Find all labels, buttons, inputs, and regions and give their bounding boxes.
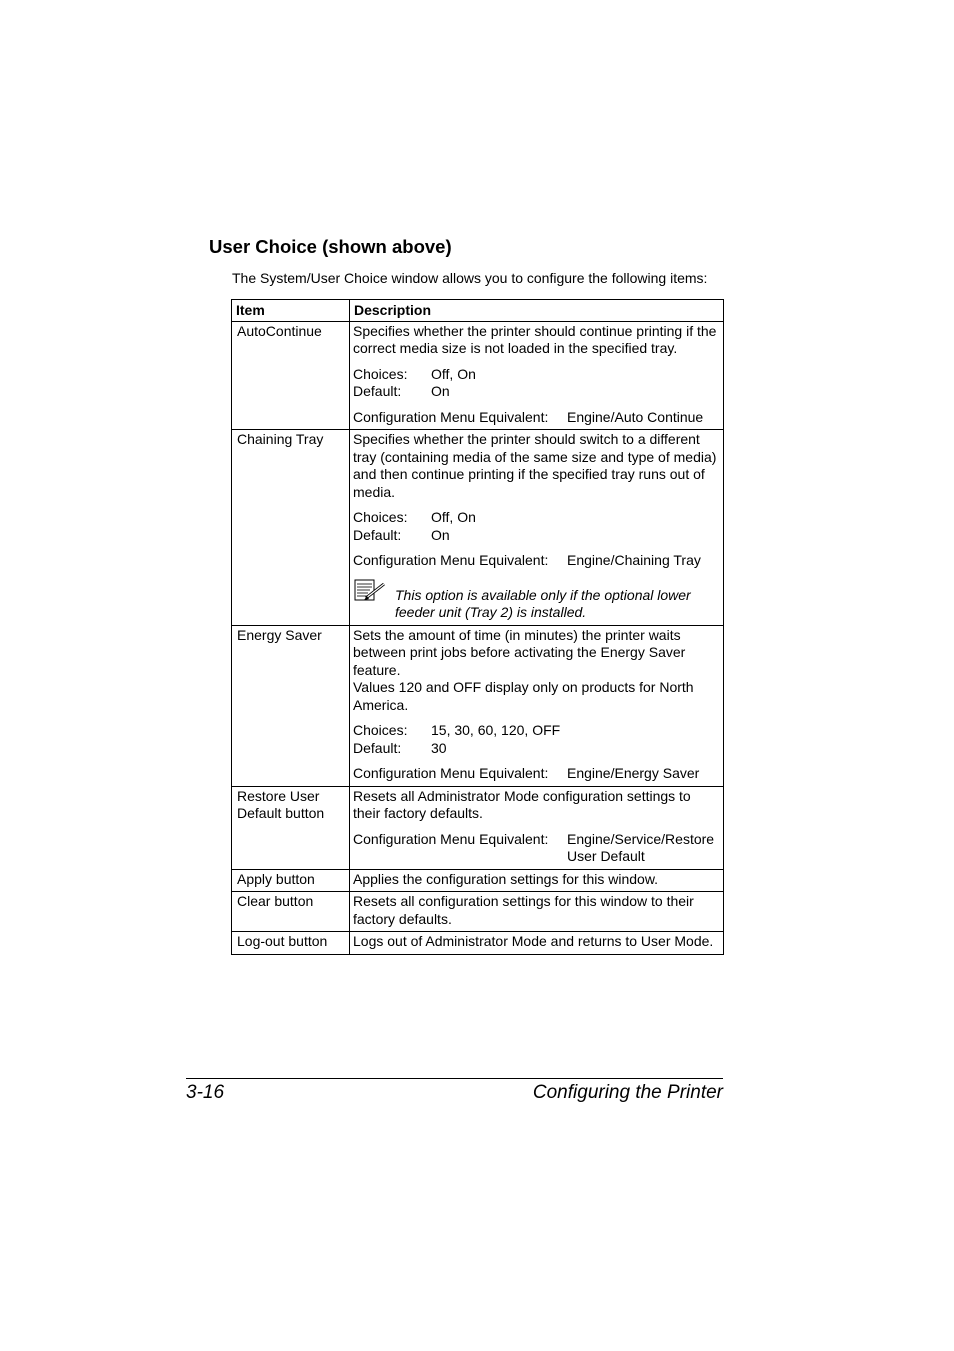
- row-item: Energy Saver: [232, 625, 350, 786]
- description-extra: Values 120 and OFF display only on products for North America.: [353, 679, 694, 713]
- config-label: Configuration Menu Equivalent:: [353, 765, 549, 781]
- row-description: [350, 786, 724, 869]
- config-value: Engine/Energy Saver: [567, 765, 700, 781]
- row-item: Chaining Tray: [232, 430, 350, 626]
- intro-text: The System/User Choice window allows you to configure the following items:: [232, 270, 708, 286]
- row-description: [350, 430, 724, 626]
- default-value: 30: [431, 739, 447, 756]
- header-item: Item: [232, 300, 350, 322]
- note-text: This option is available only if the optional lower feeder unit (Tray 2) is installed.: [395, 586, 691, 620]
- config-value-line: Engine/Service/Restore: [567, 830, 715, 847]
- row-description: [350, 625, 724, 786]
- table-row: [232, 625, 724, 786]
- table-header-row: [232, 300, 724, 322]
- description-text: Specifies whether the printer should switch to a different tray (containing media of the same size and type of media) and then continue printing if the specified tray runs out of media.: [353, 431, 717, 500]
- default-value: On: [431, 383, 450, 399]
- choices-value: Off, On: [431, 509, 476, 525]
- page-number: 3-16: [186, 1082, 225, 1103]
- row-item: [232, 786, 350, 869]
- table-row: [232, 321, 724, 430]
- default-label: Default:: [353, 526, 402, 543]
- table-row: [232, 786, 724, 869]
- config-value: Engine/Auto Continue: [567, 408, 704, 425]
- table-row: [232, 430, 724, 626]
- table-row: [232, 892, 724, 932]
- row-description: Applies the configuration settings for this window.: [350, 869, 724, 892]
- config-value-line: User Default: [567, 848, 645, 864]
- config-value: [567, 831, 714, 866]
- row-item: Apply button: [232, 869, 350, 892]
- settings-table: [231, 299, 724, 955]
- description-text: Specifies whether the printer should continue printing if the correct media size is not loaded in the specified tray.: [353, 322, 717, 356]
- description-text: Resets all Administrator Mode configuration settings to their factory defaults.: [353, 787, 691, 821]
- row-item: Clear button: [232, 892, 350, 932]
- row-item-line: Default button: [237, 805, 325, 821]
- chapter-title: Configuring the Printer: [532, 1082, 723, 1103]
- choices-value: 15, 30, 60, 120, OFF: [431, 722, 561, 738]
- row-item: AutoContinue: [232, 321, 350, 430]
- row-item: Log-out button: [232, 932, 350, 955]
- config-label: Configuration Menu Equivalent:: [353, 830, 549, 847]
- default-label: Default:: [353, 383, 402, 399]
- section-heading: User Choice (shown above): [209, 236, 452, 257]
- default-value: On: [431, 526, 450, 543]
- row-description: Resets all configuration settings for this window to their factory defaults.: [350, 892, 724, 932]
- row-description: Logs out of Administrator Mode and returns to User Mode.: [350, 932, 724, 955]
- config-value: Engine/Chaining Tray: [567, 552, 701, 568]
- choices-label: Choices:: [353, 365, 408, 382]
- header-description: Description: [350, 300, 724, 322]
- choices-label: Choices:: [353, 722, 408, 738]
- default-label: Default:: [353, 739, 402, 756]
- row-item-line: Restore User: [237, 787, 320, 804]
- config-label: Configuration Menu Equivalent:: [353, 552, 549, 568]
- choices-value: Off, On: [431, 365, 476, 382]
- note-pad-pencil-icon: [353, 578, 395, 622]
- config-label: Configuration Menu Equivalent:: [353, 408, 549, 425]
- choices-label: Choices:: [353, 509, 408, 525]
- table-row: [232, 932, 724, 955]
- description-text: Sets the amount of time (in minutes) the printer waits between print jobs before activating the Energy Saver feature.: [353, 626, 686, 678]
- note: [353, 578, 721, 622]
- footer-divider: [186, 1078, 723, 1079]
- row-description: [350, 321, 724, 430]
- table-row: [232, 869, 724, 892]
